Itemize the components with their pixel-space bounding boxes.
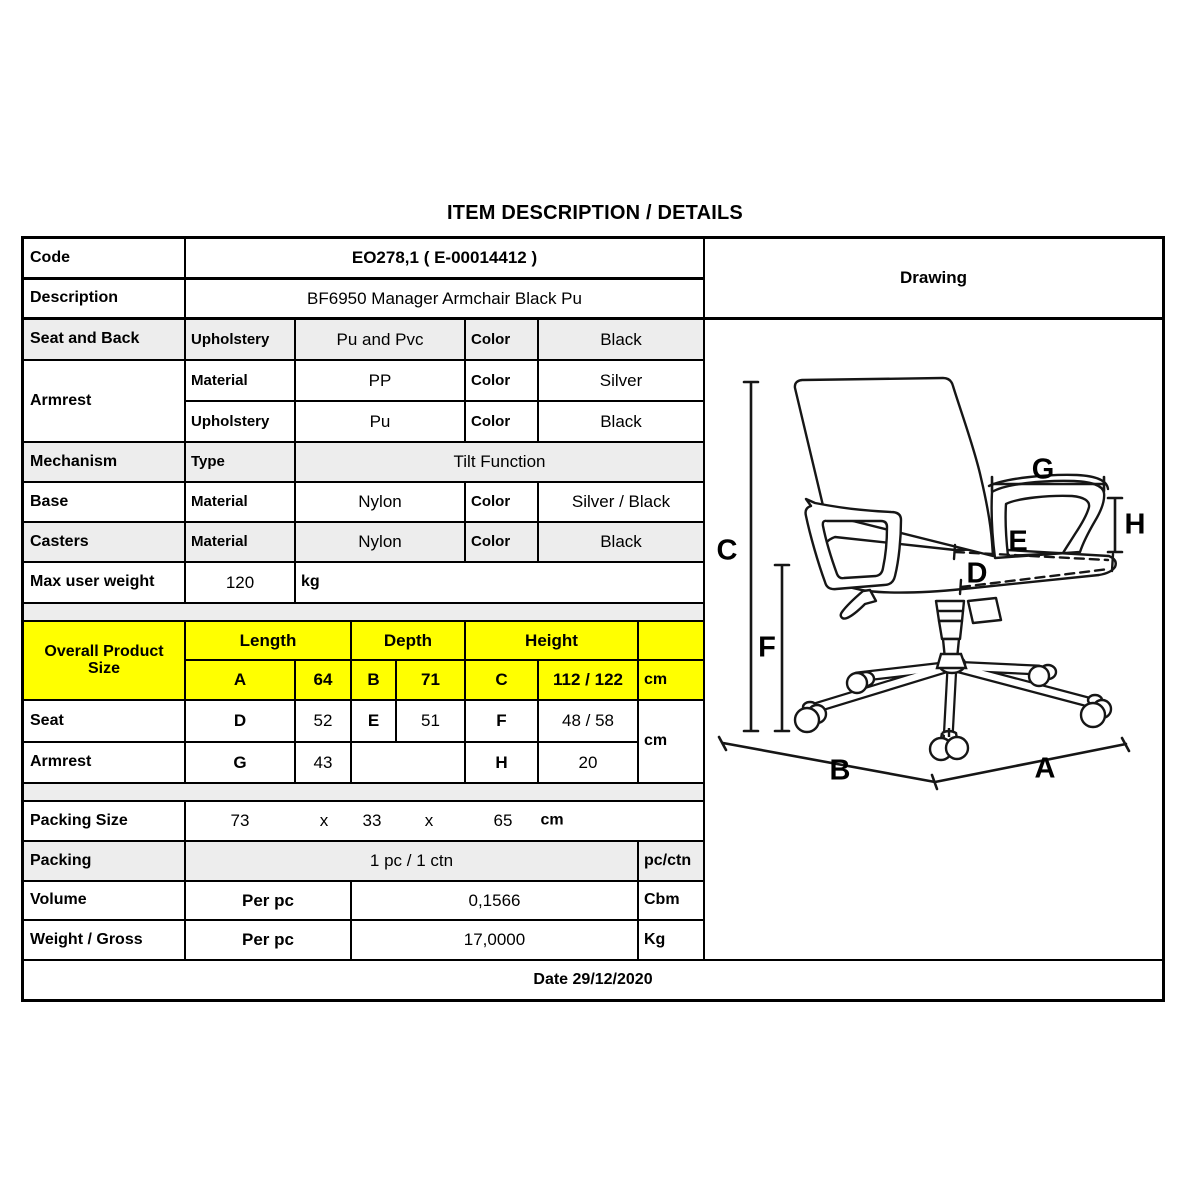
size-header-empty-cell bbox=[639, 622, 705, 661]
dim-line-b bbox=[719, 737, 935, 782]
volume-per: Per pc bbox=[186, 882, 352, 921]
drawing-label-g: G bbox=[1031, 453, 1055, 486]
dim-b-value: 71 bbox=[397, 661, 466, 701]
casters-label: Casters bbox=[24, 523, 186, 563]
overall-unit: cm bbox=[639, 661, 705, 701]
code-label: Code bbox=[24, 239, 186, 280]
length-header: Length bbox=[186, 622, 352, 661]
dim-tick bbox=[960, 580, 961, 594]
dim-c-label: C bbox=[466, 661, 539, 701]
drawing-area bbox=[705, 320, 1162, 961]
armrest-label: Armrest bbox=[24, 361, 186, 443]
seat-back-color-label: Color bbox=[466, 320, 539, 361]
dim-a-label: A bbox=[186, 661, 296, 701]
base-color-value: Silver / Black bbox=[539, 483, 705, 523]
armrest-upholstery-color-value: Black bbox=[539, 402, 705, 443]
overall-size-label: Overall Product Size bbox=[24, 622, 186, 701]
spacer-band bbox=[24, 604, 705, 622]
description-value: BF6950 Manager Armchair Black Pu bbox=[186, 280, 705, 320]
dim-e-label: E bbox=[352, 701, 397, 743]
seat-dims-unit: cm bbox=[639, 701, 705, 784]
dim-line-f bbox=[775, 565, 789, 731]
page-title: ITEM DESCRIPTION / DETAILS bbox=[447, 202, 743, 224]
seat-dims-label: Seat bbox=[24, 701, 186, 743]
caster-wheel bbox=[795, 708, 819, 732]
caster-wheel bbox=[847, 673, 867, 693]
drawing-label-d: D bbox=[966, 557, 988, 590]
volume-unit: Cbm bbox=[639, 882, 705, 921]
dim-e-value: 51 bbox=[397, 701, 466, 743]
date-footer: Date 29/12/2020 bbox=[533, 970, 653, 988]
packing-size-x2: x bbox=[424, 811, 434, 831]
packing-size-dim3: 65 bbox=[493, 811, 513, 831]
dim-tick bbox=[954, 545, 955, 559]
packing-unit: pc/ctn bbox=[639, 842, 705, 882]
armrest-upholstery-attr: Upholstery bbox=[186, 402, 296, 443]
seat-back-label: Seat and Back bbox=[24, 320, 186, 361]
base-attr: Material bbox=[186, 483, 296, 523]
description-label: Description bbox=[24, 280, 186, 320]
packing-size-dim1: 73 bbox=[230, 811, 250, 831]
spec-table bbox=[21, 236, 1165, 1002]
casters-material-value: Nylon bbox=[296, 523, 466, 563]
drawing-label-a: A bbox=[1034, 752, 1056, 785]
dim-line-c bbox=[744, 382, 758, 731]
packing-label: Packing bbox=[24, 842, 186, 882]
packing-size-x1: x bbox=[319, 811, 329, 831]
base-color-label: Color bbox=[466, 483, 539, 523]
max-weight-unit: kg bbox=[296, 563, 705, 604]
weight-label: Weight / Gross bbox=[24, 921, 186, 961]
height-header: Height bbox=[466, 622, 639, 661]
weight-value: 17,0000 bbox=[352, 921, 639, 961]
armrest-upholstery-color-label: Color bbox=[466, 402, 539, 443]
dim-f-label: F bbox=[466, 701, 539, 743]
packing-size-value bbox=[186, 802, 705, 842]
volume-value: 0,1566 bbox=[352, 882, 639, 921]
mechanism-box-path bbox=[968, 598, 1001, 623]
seat-back-material-value: Pu and Pvc bbox=[296, 320, 466, 361]
dim-a-value: 64 bbox=[296, 661, 352, 701]
armrest-dims-empty-cell bbox=[352, 743, 466, 784]
gas-lift-cone-path bbox=[937, 654, 966, 668]
gas-lift-mid-path bbox=[939, 621, 962, 639]
casters-attr: Material bbox=[186, 523, 296, 563]
drawing-label-h: H bbox=[1124, 508, 1146, 541]
caster-wheel bbox=[946, 737, 968, 759]
dim-g-value: 43 bbox=[296, 743, 352, 784]
packing-value: 1 pc / 1 ctn bbox=[186, 842, 639, 882]
drawing-label-e: E bbox=[1008, 525, 1028, 558]
code-value: EO278,1 ( E-00014412 ) bbox=[186, 239, 705, 280]
tilt-lever-path bbox=[841, 590, 876, 619]
dim-b-label: B bbox=[352, 661, 397, 701]
dim-f-value: 48 / 58 bbox=[539, 701, 639, 743]
dim-h-label: H bbox=[466, 743, 539, 784]
spacer-band bbox=[24, 784, 705, 802]
seat-back-color-value: Black bbox=[539, 320, 705, 361]
packing-size-dim2: 33 bbox=[362, 811, 382, 831]
armrest-upholstery-value: Pu bbox=[296, 402, 466, 443]
dim-h-value: 20 bbox=[539, 743, 639, 784]
max-weight-value: 120 bbox=[186, 563, 296, 604]
base-material-value: Nylon bbox=[296, 483, 466, 523]
max-weight-label: Max user weight bbox=[24, 563, 186, 604]
depth-header: Depth bbox=[352, 622, 466, 661]
caster-wheel bbox=[1029, 666, 1049, 686]
mechanism-label: Mechanism bbox=[24, 443, 186, 483]
weight-per: Per pc bbox=[186, 921, 352, 961]
armrest-material-attr: Material bbox=[186, 361, 296, 402]
base-label: Base bbox=[24, 483, 186, 523]
dim-line-h bbox=[1108, 498, 1122, 552]
drawing-label-f: F bbox=[758, 631, 776, 664]
dim-d-value: 52 bbox=[296, 701, 352, 743]
dim-c-value: 112 / 122 bbox=[539, 661, 639, 701]
caster-wheel bbox=[1081, 703, 1105, 727]
casters-color-label: Color bbox=[466, 523, 539, 563]
packing-size-label: Packing Size bbox=[24, 802, 186, 842]
armrest-material-color-label: Color bbox=[466, 361, 539, 402]
drawing-label-b: B bbox=[829, 754, 851, 787]
packing-size-unit: cm bbox=[540, 811, 564, 829]
drawing-header: Drawing bbox=[705, 239, 1162, 320]
drawing-label-c: C bbox=[716, 534, 738, 567]
mechanism-attr: Type bbox=[186, 443, 296, 483]
dim-g-label: G bbox=[186, 743, 296, 784]
casters-color-value: Black bbox=[539, 523, 705, 563]
dim-d-label: D bbox=[186, 701, 296, 743]
weight-unit: Kg bbox=[639, 921, 705, 961]
seat-back-attr: Upholstery bbox=[186, 320, 296, 361]
volume-label: Volume bbox=[24, 882, 186, 921]
mechanism-value: Tilt Function bbox=[296, 443, 705, 483]
armrest-material-value: PP bbox=[296, 361, 466, 402]
armrest-material-color-value: Silver bbox=[539, 361, 705, 402]
armrest-dims-label: Armrest bbox=[24, 743, 186, 784]
dim-tick bbox=[1112, 554, 1113, 571]
